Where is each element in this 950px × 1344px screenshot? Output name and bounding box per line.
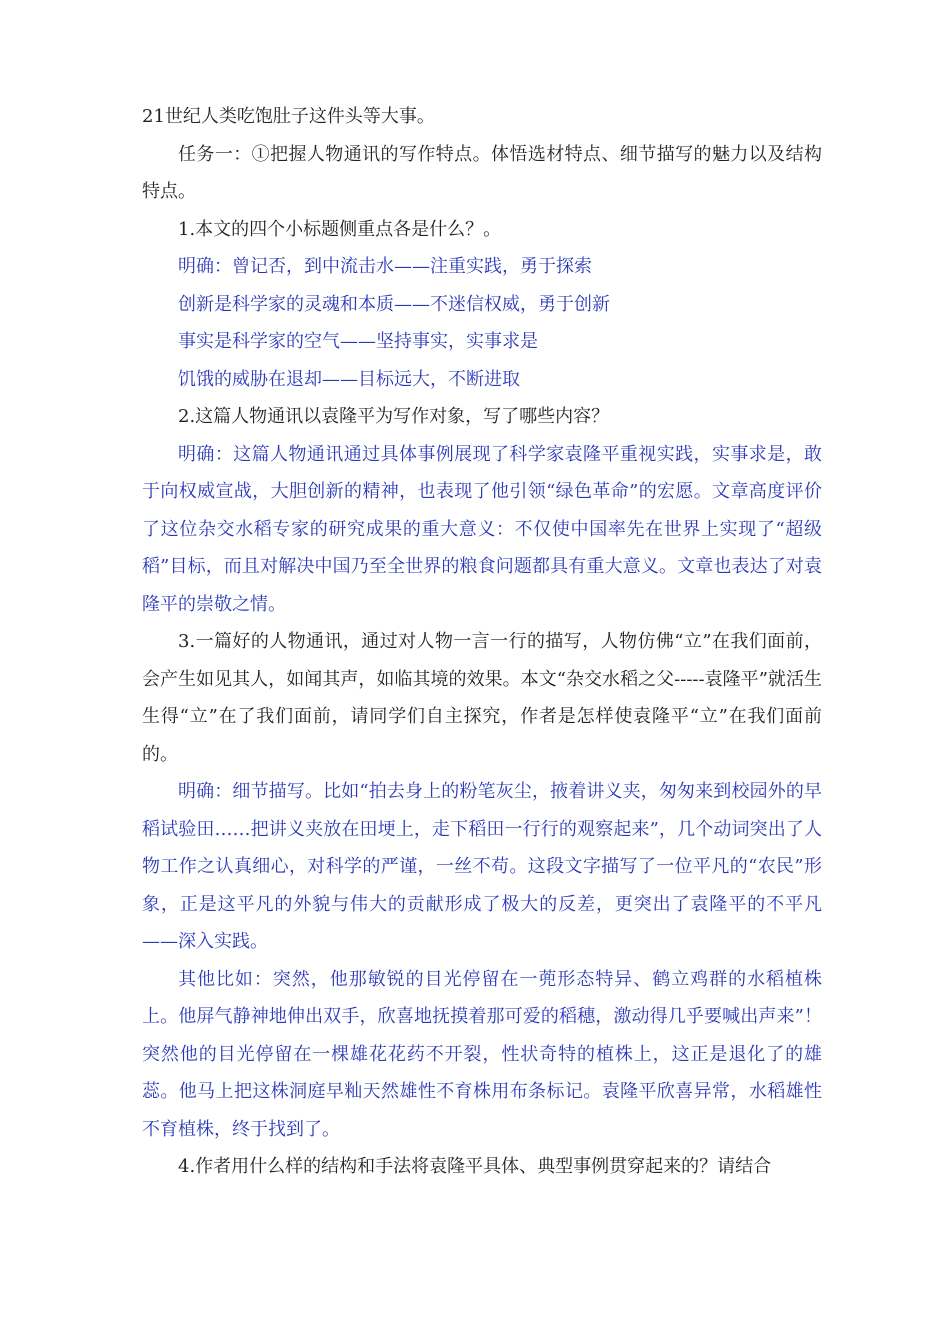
answer-3: 明确：细节描写。比如“拍去身上的粉笔灰尘，掖着讲义夹，匆匆来到校园外的早稻试验田……把讲义夹放在田埂上，走下稻田一行行的观察起来”，几个动词突出了人物工作之认真细心，对科学的严谨，一丝不苟。这段文字描写了一位平凡的“农民”形象，正是这平凡的外貌与伟大的贡献形成了极大的反差，更突出了袁隆平的不平凡——深入实践。 bbox=[142, 781, 822, 952]
answer-1-line-1: 明确：曾记否，到中流击水——注重实践，勇于探索 bbox=[178, 256, 592, 277]
answer-1-line-2: 创新是科学家的灵魂和本质——不迷信权威，勇于创新 bbox=[178, 293, 610, 315]
question-1: 1.本文的四个小标题侧重点各是什么？。 bbox=[178, 218, 502, 240]
question-3: 3.一篇好的人物通讯，通过对人物一言一行的描写，人物仿佛“立”在我们面前，会产生如见其人，如闻其声，如临其境的效果。本文“杂交水稻之父-----袁隆平”就活生生得“立”在了我们面前，请同学们自主探究，作者是怎样使袁隆平“立”在我们面前的。 bbox=[142, 631, 822, 765]
task-one-heading: 任务一：①把握人物通讯的写作特点。体悟选材特点、细节描写的魅力以及结构特点。 bbox=[142, 143, 822, 202]
answer-1-line-4: 饥饿的威胁在退却——目标远大，不断进取 bbox=[178, 368, 520, 390]
answer-3-other-examples: 其他比如：突然，他那敏锐的目光停留在一蔸形态特异、鹤立鸡群的水稻植株上。他屏气静神地伸出双手，欣喜地抚摸着那可爱的稻穗，激动得几乎要喊出声来”！突然他的目光停留在一棵雄花花药不开裂，性状奇特的植株上，这正是退化了的雄蕊。他马上把这株洞庭早籼天然雄性不育株用布条标记。袁隆平欣喜异常，水稻雄性不育植株，终于找到了。 bbox=[142, 968, 822, 1140]
question-2: 2.这篇人物通讯以袁隆平为写作对象，写了哪些内容？ bbox=[178, 406, 610, 427]
question-4: 4.作者用什么样的结构和手法将袁隆平具体、典型事例贯穿起来的？请结合 bbox=[178, 1156, 772, 1177]
answer-1-line-3: 事实是科学家的空气——坚持事实，实事求是 bbox=[178, 331, 538, 352]
paragraph-continuation: 21世纪人类吃饱肚子这件头等大事。 bbox=[142, 106, 435, 127]
answer-2: 明确：这篇人物通讯通过具体事例展现了科学家袁隆平重视实践，实事求是，敢于向权威宣战，大胆创新的精神，也表现了他引领“绿色革命”的宏愿。文章高度评价了这位杂交水稻专家的研究成果的重大意义：不仅使中国率先在世界上实现了“超级稻”目标，而且对解决中国乃至全世界的粮食问题都具有重大意义。文章也表达了对袁隆平的崇敬之情。 bbox=[142, 443, 822, 615]
